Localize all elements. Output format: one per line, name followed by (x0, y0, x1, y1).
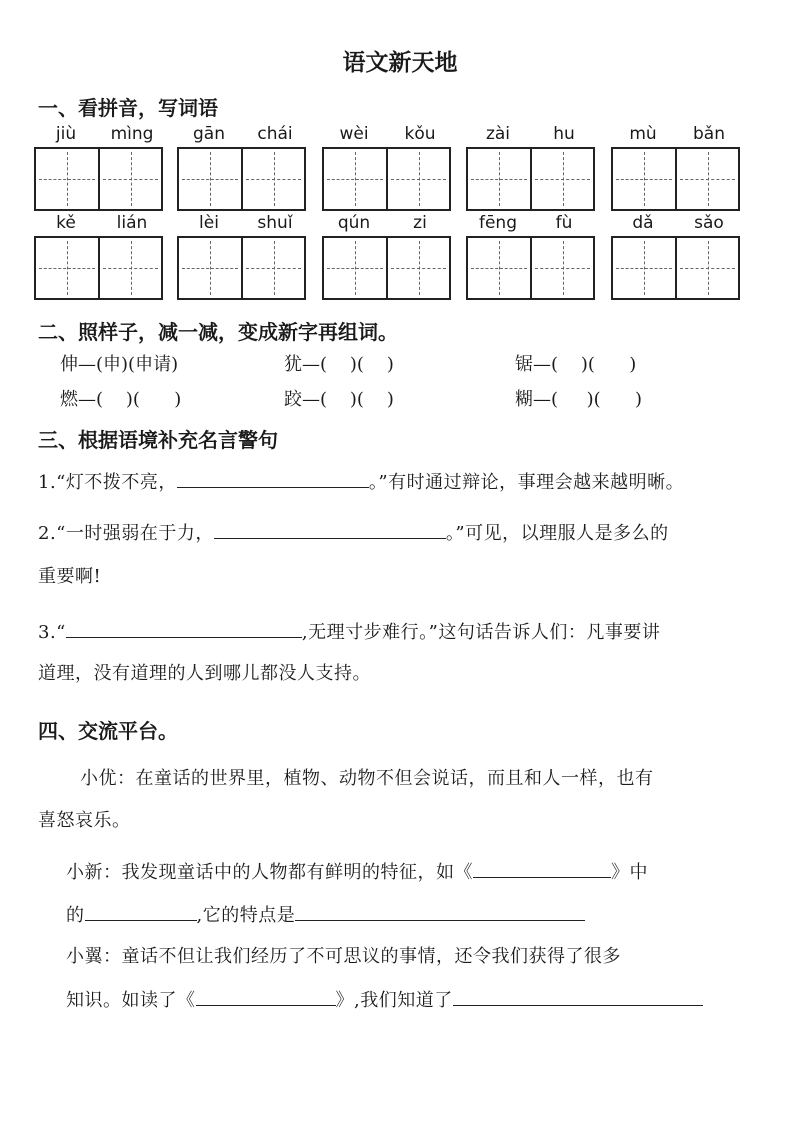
pinyin: hu (553, 124, 575, 144)
word-item: 跤—( )( ) (284, 389, 394, 410)
pinyin: zi (413, 213, 427, 233)
pinyin: bǎn (693, 124, 725, 144)
p2-character-blank[interactable] (85, 902, 197, 921)
q1-blank[interactable] (177, 469, 369, 488)
pinyin: lèi (199, 213, 219, 233)
p3-book-blank[interactable] (196, 987, 336, 1006)
page-title: 语文新天地 (342, 50, 458, 76)
pinyin: mìng (110, 124, 154, 144)
q2-text-b: 。”可见，以理服人是多么的 (445, 523, 669, 544)
question-1 (38, 468, 684, 494)
q2-blank[interactable] (214, 520, 446, 539)
pinyin: chái (257, 124, 293, 144)
question-3 (38, 618, 660, 644)
p2-line-b (66, 901, 585, 927)
section2-heading: 二、照样子，减一减，变成新字再组词。 (38, 320, 398, 344)
q3-blank[interactable] (66, 619, 302, 638)
writing-box[interactable] (611, 236, 740, 300)
q3-text-a: 3.“ (38, 622, 66, 643)
p2-text-a: 小新：我发现童话中的人物都有鲜明的特征，如《 (66, 862, 473, 883)
section3-heading: 三、根据语境补充名言警句 (38, 428, 278, 452)
word-item: 伸—(申)(申请) (60, 354, 179, 375)
word-item: 燃—( )( ) (60, 389, 182, 410)
section1-heading: 一、看拼音，写词语 (38, 96, 218, 120)
pinyin: kě (56, 213, 76, 233)
p2-trait-blank[interactable] (295, 902, 585, 921)
pinyin: dǎ (632, 213, 654, 233)
pinyin: jiù (55, 124, 77, 144)
pinyin: fēng (478, 213, 517, 233)
writing-box[interactable] (177, 147, 306, 211)
p1-line-a: 小优：在童话的世界里，植物、动物不但会说话，而且和人一样，也有 (80, 768, 654, 789)
p3-line-b (66, 986, 703, 1012)
pinyin: lián (116, 213, 148, 233)
word-item: 锯—( )( ) (515, 354, 637, 375)
writing-box[interactable] (34, 147, 163, 211)
pinyin: mù (629, 124, 657, 144)
writing-box[interactable] (322, 236, 451, 300)
p3-knowledge-blank[interactable] (453, 987, 703, 1006)
writing-box[interactable] (466, 236, 595, 300)
q1-text-b: 。”有时通过辩论，事理会越来越明晰。 (368, 472, 685, 493)
writing-boxes-row-2 (34, 236, 754, 302)
p3-line-a: 小翼：童话不但让我们经历了不可思议的事情，还令我们获得了很多 (66, 946, 621, 967)
q1-text-a: 1.“灯不拨不亮， (38, 472, 177, 493)
p2-line-a (66, 858, 648, 884)
question-2 (38, 519, 669, 545)
pinyin: zài (485, 124, 511, 144)
p2-text-b: 》中 (611, 862, 648, 883)
p3-text-c: 》,我们知道了 (335, 990, 453, 1011)
section4-heading: 四、交流平台。 (38, 719, 178, 743)
writing-box[interactable] (611, 147, 740, 211)
pinyin: sǎo (694, 213, 724, 233)
word-item: 糊—( )( ) (515, 389, 643, 410)
writing-box[interactable] (177, 236, 306, 300)
p2-text-c: 的 (66, 905, 85, 926)
q3-text-c: 道理，没有道理的人到哪儿都没人支持。 (38, 663, 371, 684)
pinyin: fù (555, 213, 573, 233)
pinyin: shuǐ (257, 213, 293, 233)
q3-text-b: ,无理寸步难行。”这句话告诉人们：凡事要讲 (301, 622, 661, 643)
pinyin: kǒu (404, 124, 436, 144)
pinyin: wèi (339, 124, 369, 144)
p3-text-b: 知识。如读了《 (66, 990, 196, 1011)
pinyin: qún (337, 213, 371, 233)
pinyin: gān (193, 124, 225, 144)
writing-boxes-row-1 (34, 147, 754, 213)
p2-book-blank[interactable] (473, 859, 611, 878)
word-item: 犹—( )( ) (284, 354, 394, 375)
p1-line-b: 喜怒哀乐。 (38, 810, 131, 831)
writing-box[interactable] (34, 236, 163, 300)
p2-text-d: ,它的特点是 (196, 905, 296, 926)
q2-text-c: 重要啊! (38, 566, 102, 587)
q2-text-a: 2.“一时强弱在于力， (38, 523, 214, 544)
writing-box[interactable] (322, 147, 451, 211)
writing-box[interactable] (466, 147, 595, 211)
